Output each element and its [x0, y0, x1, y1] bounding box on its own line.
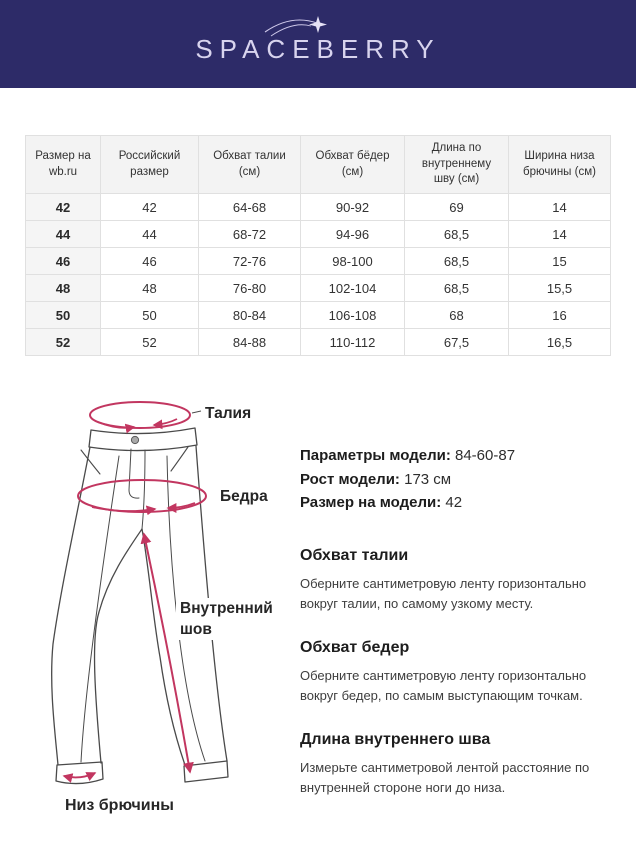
table-cell: 68,5: [405, 221, 509, 248]
table-cell: 68-72: [199, 221, 301, 248]
table-cell: 44: [26, 221, 101, 248]
table-cell: 68,5: [405, 275, 509, 302]
table-cell: 68,5: [405, 248, 509, 275]
section-title: Обхват бедер: [300, 638, 410, 656]
table-cell: 90-92: [301, 194, 405, 221]
table-cell: 14: [509, 221, 611, 248]
param-line: [300, 444, 626, 468]
waist-leader-line: [192, 411, 201, 413]
section-body: Измерьте сантиметровой лентой расстояние по внутренней стороне ноги до низа.: [300, 759, 590, 795]
table-cell: 52: [101, 329, 199, 356]
table-cell: 94-96: [301, 221, 405, 248]
label-hips: Бедра: [220, 488, 268, 505]
measurement-marks: [64, 402, 206, 777]
section-title: Обхват талии: [300, 546, 409, 564]
model-params: [300, 444, 626, 515]
table-cell: 42: [101, 194, 199, 221]
label-waist: Талия: [205, 405, 252, 422]
measurement-info: [300, 444, 626, 823]
brand-header: [0, 0, 636, 88]
table-cell: 48: [101, 275, 199, 302]
table-cell: 64-68: [199, 194, 301, 221]
table-cell: 76-80: [199, 275, 301, 302]
table-cell: 42: [26, 194, 101, 221]
table-cell: 84-88: [199, 329, 301, 356]
brand-name: SPACEBERRY: [195, 33, 441, 64]
table-cell: 16: [509, 302, 611, 329]
label-inseam-line1: Внутренний: [180, 600, 273, 617]
guide-sections: [300, 547, 626, 798]
table-cell: 106-108: [301, 302, 405, 329]
shooting-star-icon: [261, 10, 339, 44]
table-cell: 69: [405, 194, 509, 221]
guide-section-hips: [300, 639, 626, 706]
button-icon: [131, 436, 138, 443]
size-table: [25, 135, 611, 356]
table-cell: 80-84: [199, 302, 301, 329]
table-cell: 52: [26, 329, 101, 356]
label-inseam-line2: шов: [180, 621, 212, 638]
table-cell: 15: [509, 248, 611, 275]
pants-svg: [18, 386, 280, 822]
table-cell: 16,5: [509, 329, 611, 356]
table-cell: 15,5: [509, 275, 611, 302]
table-header-cell: Обхват бёдер (см): [301, 136, 405, 194]
table-cell: 50: [101, 302, 199, 329]
param-line: [300, 468, 626, 492]
section-body: Оберните сантиметровую ленту горизонтально вокруг бедер, по самым выступающим точкам.: [300, 667, 587, 703]
table-row: [26, 329, 611, 356]
table-row: [26, 221, 611, 248]
section-body: Оберните сантиметровую ленту горизонтально вокруг талии, по самому узкому месту.: [300, 575, 587, 611]
param-value: 84-60-87: [455, 447, 516, 464]
param-value: 173 см: [404, 470, 452, 488]
param-label: Рост модели:: [300, 470, 400, 488]
table-cell: 98-100: [301, 248, 405, 275]
table-cell: 102-104: [301, 275, 405, 302]
table-header-cell: Длина по внутреннему шву (см): [405, 136, 509, 194]
table-cell: 44: [101, 221, 199, 248]
table-header-row: [26, 136, 611, 194]
param-label: Параметры модели:: [300, 447, 451, 464]
table-cell: 46: [101, 248, 199, 275]
size-table-container: [25, 135, 610, 356]
brand-logo: [195, 24, 440, 65]
inseam-line: [144, 534, 190, 772]
hem-arrow: [64, 773, 95, 777]
table-cell: 72-76: [199, 248, 301, 275]
table-header-cell: Обхват талии (см): [199, 136, 301, 194]
label-hem: Низ брючины: [65, 797, 174, 814]
table-cell: 46: [26, 248, 101, 275]
table-cell: 14: [509, 194, 611, 221]
section-title: Длина внутреннего шва: [300, 730, 491, 748]
table-row: [26, 248, 611, 275]
table-header-cell: Российский размер: [101, 136, 199, 194]
table-header-cell: Ширина низа брючины (см): [509, 136, 611, 194]
table-row: [26, 194, 611, 221]
table-cell: 68: [405, 302, 509, 329]
table-cell: 48: [26, 275, 101, 302]
table-cell: 110-112: [301, 329, 405, 356]
param-label: Размер на модели:: [300, 494, 442, 511]
table-header-cell: Размер на wb.ru: [26, 136, 101, 194]
guide-section-waist: [300, 547, 626, 614]
guide-section-inseam: [300, 731, 626, 798]
pants-diagram: [18, 386, 280, 822]
table-cell: 67,5: [405, 329, 509, 356]
param-line: [300, 491, 626, 515]
table-row: [26, 275, 611, 302]
table-cell: 50: [26, 302, 101, 329]
table-row: [26, 302, 611, 329]
param-value: 42: [445, 494, 463, 511]
